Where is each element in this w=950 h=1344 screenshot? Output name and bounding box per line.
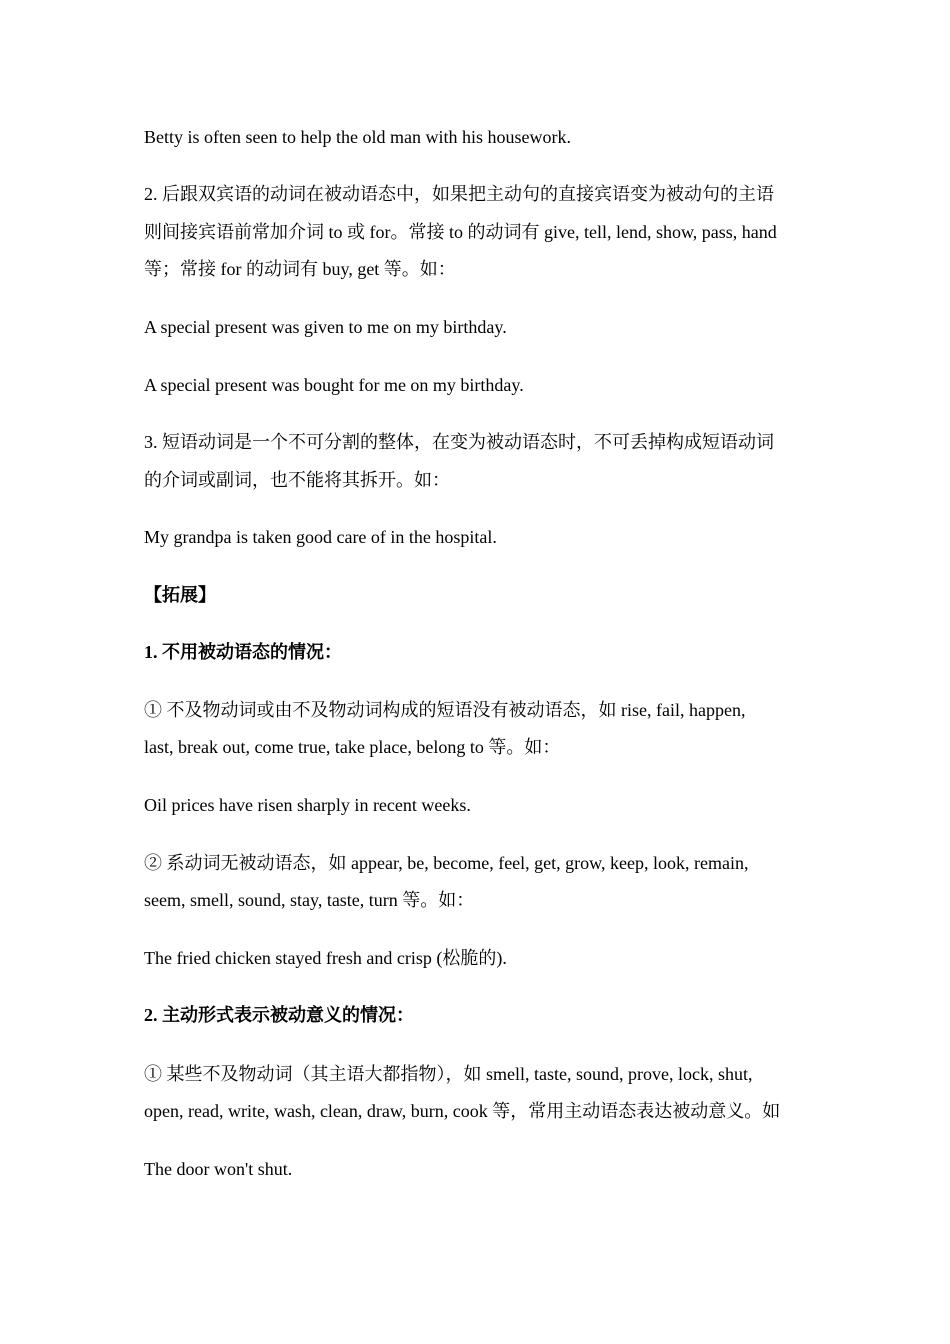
example-sentence-door: The door won't shut. xyxy=(144,1159,293,1179)
rule-2-line-2: 则间接宾语前常加介词 to 或 for。常接 to 的动词有 give, tell, lend, show, pass, hand xyxy=(144,222,777,242)
rule-3-line-2: 的介词或副词，也不能将其拆开。如： xyxy=(144,470,450,490)
example-sentence-oil: Oil prices have risen sharply in recent weeks. xyxy=(144,795,471,815)
example-sentence-grandpa: My grandpa is taken good care of in the hospital. xyxy=(144,527,497,547)
rule-2-line-1: 2. 后跟双宾语的动词在被动语态中，如果把主动句的直接宾语变为被动句的主语 xyxy=(144,184,774,204)
section-heading-extension: 【拓展】 xyxy=(144,585,216,605)
rule-2-line-3: 等；常接 for 的动词有 buy, get 等。如： xyxy=(144,259,456,279)
point-1-line-2: last, break out, come true, take place, belong to 等。如： xyxy=(144,737,561,757)
point-1-line-1: ① 不及物动词或由不及物动词构成的短语没有被动语态，如 rise, fail, happen, xyxy=(144,700,746,720)
subheading-active-form-passive-meaning: 2. 主动形式表示被动意义的情况： xyxy=(144,1005,414,1025)
example-sentence-betty: Betty is often seen to help the old man with his housework. xyxy=(144,127,571,147)
point-2-line-1: ② 系动词无被动语态，如 appear, be, become, feel, get, grow, keep, look, remain, xyxy=(144,853,749,873)
point-3-line-1: ① 某些不及物动词（其主语大都指物），如 smell, taste, sound, prove, lock, shut, xyxy=(144,1064,753,1084)
point-3-line-2: open, read, write, wash, clean, draw, burn, cook 等，常用主动语态表达被动意义。如 xyxy=(144,1101,781,1121)
example-sentence-given: A special present was given to me on my birthday. xyxy=(144,317,507,337)
example-sentence-bought: A special present was bought for me on my birthday. xyxy=(144,375,524,395)
point-2-line-2: seem, smell, sound, stay, taste, turn 等。如： xyxy=(144,890,475,910)
rule-3-line-1: 3. 短语动词是一个不可分割的整体，在变为被动语态时，不可丢掉构成短语动词 xyxy=(144,432,774,452)
example-sentence-chicken: The fried chicken stayed fresh and crisp (松脆的). xyxy=(144,948,507,968)
subheading-no-passive: 1. 不用被动语态的情况： xyxy=(144,642,342,662)
